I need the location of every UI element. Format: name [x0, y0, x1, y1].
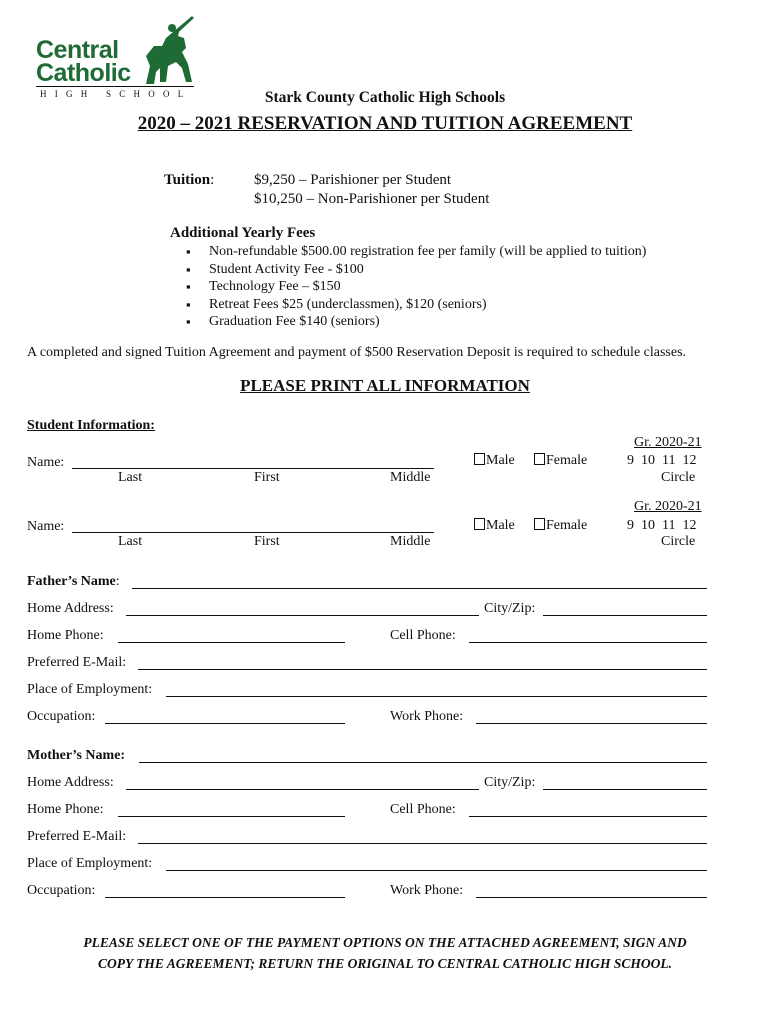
footer-instruction-line2: COPY THE AGREEMENT; RETURN THE ORIGINAL TO CENTRAL CATHOLIC HIGH SCHOOL. — [98, 956, 672, 971]
student1-sub-middle: Middle — [390, 470, 431, 485]
mother-cell-phone-field[interactable] — [469, 816, 707, 817]
mother-occupation-field[interactable] — [105, 897, 345, 898]
mother-address-label: Home Address: — [27, 775, 114, 790]
fee-item-registration: ▪ Non-refundable $500.00 registration fee per family (will be applied to tuition) — [186, 243, 646, 261]
page-title: 2020 – 2021 RESERVATION AND TUITION AGREEMENT — [137, 113, 633, 134]
checkbox-icon[interactable] — [534, 453, 545, 465]
fees-list — [186, 243, 646, 331]
mother-cell-phone-label: Cell Phone: — [390, 802, 456, 817]
student2-sub-first: First — [254, 534, 280, 549]
father-occupation-label: Occupation: — [27, 709, 96, 724]
student2-name-field[interactable] — [72, 532, 434, 533]
mother-work-phone-field[interactable] — [476, 897, 707, 898]
female-label: Female — [546, 453, 588, 468]
tuition-colon: : — [210, 172, 215, 188]
student2-sub-middle: Middle — [390, 534, 431, 549]
student1-grade-label: Gr. 2020-21 — [634, 435, 702, 450]
mother-name-label: Mother’s Name: — [27, 748, 126, 763]
tuition-rate-parishioner: $9,250 – Parishioner per Student — [254, 172, 452, 188]
father-name-label-text: Father’s Name — [27, 574, 116, 589]
student2-grade-label: Gr. 2020-21 — [634, 499, 702, 514]
student2-male-option[interactable] — [474, 518, 515, 534]
student2-circle-note: Circle — [661, 534, 696, 549]
logo-text-central: Central — [36, 36, 119, 64]
father-work-phone-label: Work Phone: — [390, 709, 464, 724]
logo-rule — [36, 86, 194, 87]
student1-sub-first: First — [254, 470, 280, 485]
mother-work-phone-label: Work Phone: — [390, 883, 464, 898]
father-cell-phone-label: Cell Phone: — [390, 628, 456, 643]
mother-email-label: Preferred E-Mail: — [27, 829, 127, 844]
father-name-field[interactable] — [132, 588, 707, 589]
student2-female-option[interactable] — [534, 518, 587, 534]
mother-home-phone-field[interactable] — [118, 816, 345, 817]
male-label: Male — [486, 453, 515, 468]
father-email-field[interactable] — [138, 669, 707, 670]
tuition-label — [164, 172, 214, 189]
deposit-notice: A completed and signed Tuition Agreement and payment of $500 Reservation Deposit is required to schedule classes. — [27, 345, 687, 360]
checkbox-icon[interactable] — [474, 453, 485, 465]
father-cell-phone-field[interactable] — [469, 642, 707, 643]
checkbox-icon[interactable] — [534, 518, 545, 530]
org-name: Stark County Catholic High Schools — [264, 89, 506, 106]
student1-name-label: Name: — [27, 455, 65, 470]
tuition-label-text: Tuition — [164, 172, 211, 188]
fees-heading: Additional Yearly Fees — [170, 225, 316, 241]
mother-employment-field[interactable] — [166, 870, 707, 871]
logo-text-high-school: H I G H S C H O O L — [40, 89, 187, 99]
student1-circle-note: Circle — [661, 470, 696, 485]
fee-item-activity: ▪ Student Activity Fee - $100 — [186, 261, 646, 279]
father-address-label: Home Address: — [27, 601, 114, 616]
mother-employment-label: Place of Employment: — [27, 856, 153, 871]
father-cityzip-field[interactable] — [543, 615, 707, 616]
fee-item-retreat: ▪ Retreat Fees $25 (underclassmen), $120 (seniors) — [186, 296, 646, 314]
logo-text-catholic: Catholic — [36, 59, 131, 87]
student1-grade-options[interactable]: 9 10 11 12 — [627, 453, 697, 468]
fee-item-graduation: ▪ Graduation Fee $140 (seniors) — [186, 313, 646, 331]
mother-cityzip-label: City/Zip: — [484, 775, 536, 790]
father-occupation-field[interactable] — [105, 723, 345, 724]
mother-cityzip-field[interactable] — [543, 789, 707, 790]
father-name-colon: : — [115, 574, 120, 589]
father-email-label: Preferred E-Mail: — [27, 655, 127, 670]
tuition-rate-non-parishioner: $10,250 – Non-Parishioner per Student — [254, 191, 490, 207]
footer-instruction-line1: PLEASE SELECT ONE OF THE PAYMENT OPTIONS ON THE ATTACHED AGREEMENT, SIGN AND — [83, 935, 687, 950]
student1-female-option[interactable] — [534, 453, 587, 469]
father-home-phone-label: Home Phone: — [27, 628, 104, 643]
student-info-heading: Student Information: — [27, 418, 155, 433]
mother-home-phone-label: Home Phone: — [27, 802, 104, 817]
mother-address-field[interactable] — [126, 789, 479, 790]
father-cityzip-label: City/Zip: — [484, 601, 536, 616]
father-work-phone-field[interactable] — [476, 723, 707, 724]
student1-sub-last: Last — [118, 470, 143, 485]
father-employment-field[interactable] — [166, 696, 707, 697]
fee-item-technology: ▪ Technology Fee – $150 — [186, 278, 646, 296]
student1-name-field[interactable] — [72, 468, 434, 469]
father-home-phone-field[interactable] — [118, 642, 345, 643]
father-address-field[interactable] — [126, 615, 479, 616]
student2-grade-options[interactable]: 9 10 11 12 — [627, 518, 697, 533]
knight-horse-icon — [136, 16, 196, 86]
female-label: Female — [546, 518, 588, 533]
mother-occupation-label: Occupation: — [27, 883, 96, 898]
student2-name-label: Name: — [27, 519, 65, 534]
mother-email-field[interactable] — [138, 843, 707, 844]
student1-male-option[interactable] — [474, 453, 515, 469]
student2-sub-last: Last — [118, 534, 143, 549]
father-employment-label: Place of Employment: — [27, 682, 153, 697]
checkbox-icon[interactable] — [474, 518, 485, 530]
father-name-label — [27, 574, 120, 590]
mother-name-field[interactable] — [139, 762, 707, 763]
male-label: Male — [486, 518, 515, 533]
print-heading: PLEASE PRINT ALL INFORMATION — [240, 376, 530, 395]
